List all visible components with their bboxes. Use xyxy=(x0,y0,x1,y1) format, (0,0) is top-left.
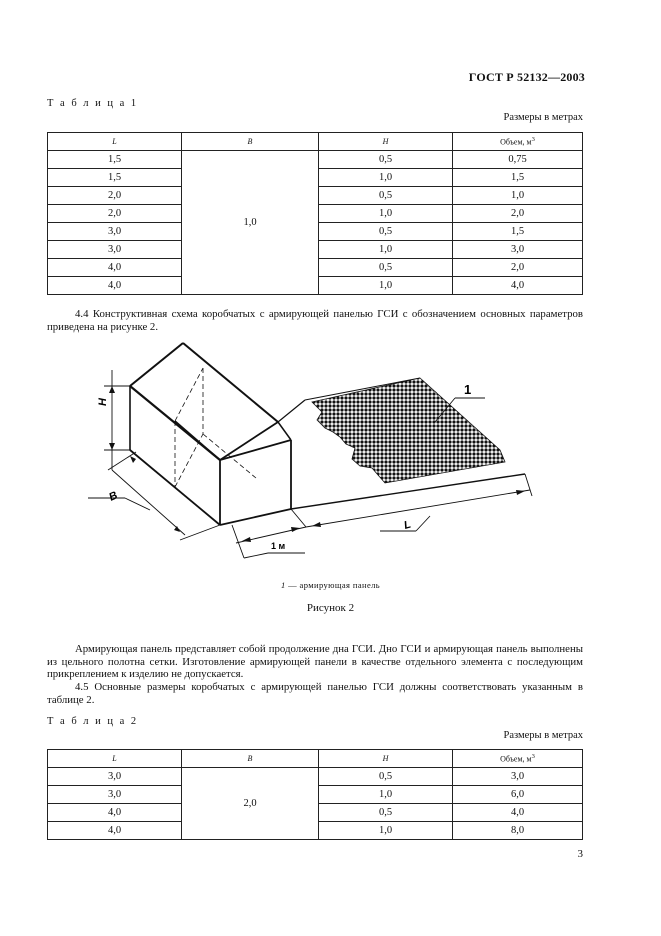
cell-b: 2,0 xyxy=(182,768,319,840)
cell-h: 1,0 xyxy=(319,786,453,804)
table1-units: Размеры в метрах xyxy=(503,112,583,123)
col-header-h: H xyxy=(319,750,453,768)
label-h: H xyxy=(97,398,109,406)
cell-h: 0,5 xyxy=(319,187,453,205)
cell-l: 4,0 xyxy=(48,822,182,840)
cell-h: 1,0 xyxy=(319,205,453,223)
figure-legend: 1 — армирующая панель xyxy=(280,580,381,590)
cell-h: 1,0 xyxy=(319,822,453,840)
cell-b: 1,0 xyxy=(182,151,319,295)
paragraph-armoring-panel: Армирующая панель представляет собой продолжение дна ГСИ. Дно ГСИ и армирующая панель выполнены из цельного полотна сетки. Изготовление армирующей панели в качестве отдельного элемента с последующим прикреплением к изделию не допускается. xyxy=(47,643,583,681)
col-header-b: B xyxy=(182,133,319,151)
cell-l: 3,0 xyxy=(48,786,182,804)
table-row xyxy=(48,768,583,786)
label-l: L xyxy=(402,518,413,532)
box-drawing xyxy=(130,343,291,525)
cell-l: 1,5 xyxy=(48,151,182,169)
cell-volume: 8,0 xyxy=(453,822,583,840)
page-number: 3 xyxy=(577,848,583,860)
col-header-volume: Объем, $м^3$ xyxy=(453,133,583,151)
cell-h: 0,5 xyxy=(319,768,453,786)
cell-l: 4,0 xyxy=(48,277,182,295)
label-b: B xyxy=(107,489,120,504)
cell-volume: 4,0 xyxy=(453,804,583,822)
figure-2-drawing xyxy=(0,330,661,580)
table2-units: Размеры в метрах xyxy=(503,730,583,741)
cell-h: 1,0 xyxy=(319,241,453,259)
label-1: 1 xyxy=(464,382,472,397)
table-row xyxy=(48,151,583,169)
cell-h: 0,5 xyxy=(319,804,453,822)
cell-volume: 2,0 xyxy=(453,205,583,223)
cell-h: 0,5 xyxy=(319,223,453,241)
cell-h: 0,5 xyxy=(319,259,453,277)
armoring-panel-mesh xyxy=(312,378,505,483)
cell-h: 0,5 xyxy=(319,151,453,169)
table-header-row xyxy=(48,750,583,768)
cell-volume: 3,0 xyxy=(453,241,583,259)
cell-volume: 1,0 xyxy=(453,187,583,205)
cell-volume: 6,0 xyxy=(453,786,583,804)
cell-l: 3,0 xyxy=(48,768,182,786)
cell-h: 1,0 xyxy=(319,169,453,187)
col-header-h: H xyxy=(319,133,453,151)
table1 xyxy=(47,132,583,295)
cell-h: 1,0 xyxy=(319,277,453,295)
cell-l: 4,0 xyxy=(48,259,182,277)
paragraph-4-5: 4.5 Основные размеры коробчатых с армирующей панелью ГСИ должны соответствовать указанным в таблице 2. xyxy=(47,681,583,706)
paragraph-4-4: 4.4 Конструктивная схема коробчатых с армирующей панелью ГСИ с обозначением основных параметров приведена на рисунке 2. xyxy=(47,308,583,333)
cell-volume: 1,5 xyxy=(453,169,583,187)
cell-volume: 0,75 xyxy=(453,151,583,169)
table1-caption: Т а б л и ц а 1 xyxy=(47,98,139,109)
cell-volume: 2,0 xyxy=(453,259,583,277)
label-1m: 1 м xyxy=(271,541,286,551)
table2 xyxy=(47,749,583,840)
document-header: ГОСТ Р 52132—2003 xyxy=(468,70,585,84)
figure-caption: Рисунок 2 xyxy=(306,602,355,614)
col-header-volume: Объем, $м^3$ xyxy=(453,750,583,768)
cell-l: 4,0 xyxy=(48,804,182,822)
col-header-b: B xyxy=(182,750,319,768)
cell-l: 3,0 xyxy=(48,241,182,259)
cell-l: 2,0 xyxy=(48,205,182,223)
cell-l: 2,0 xyxy=(48,187,182,205)
table-header-row xyxy=(48,133,583,151)
table2-caption: Т а б л и ц а 2 xyxy=(47,716,139,727)
cell-l: 1,5 xyxy=(48,169,182,187)
cell-volume: 3,0 xyxy=(453,768,583,786)
cell-l: 3,0 xyxy=(48,223,182,241)
col-header-l: L xyxy=(48,133,182,151)
cell-volume: 4,0 xyxy=(453,277,583,295)
cell-volume: 1,5 xyxy=(453,223,583,241)
col-header-l: L xyxy=(48,750,182,768)
